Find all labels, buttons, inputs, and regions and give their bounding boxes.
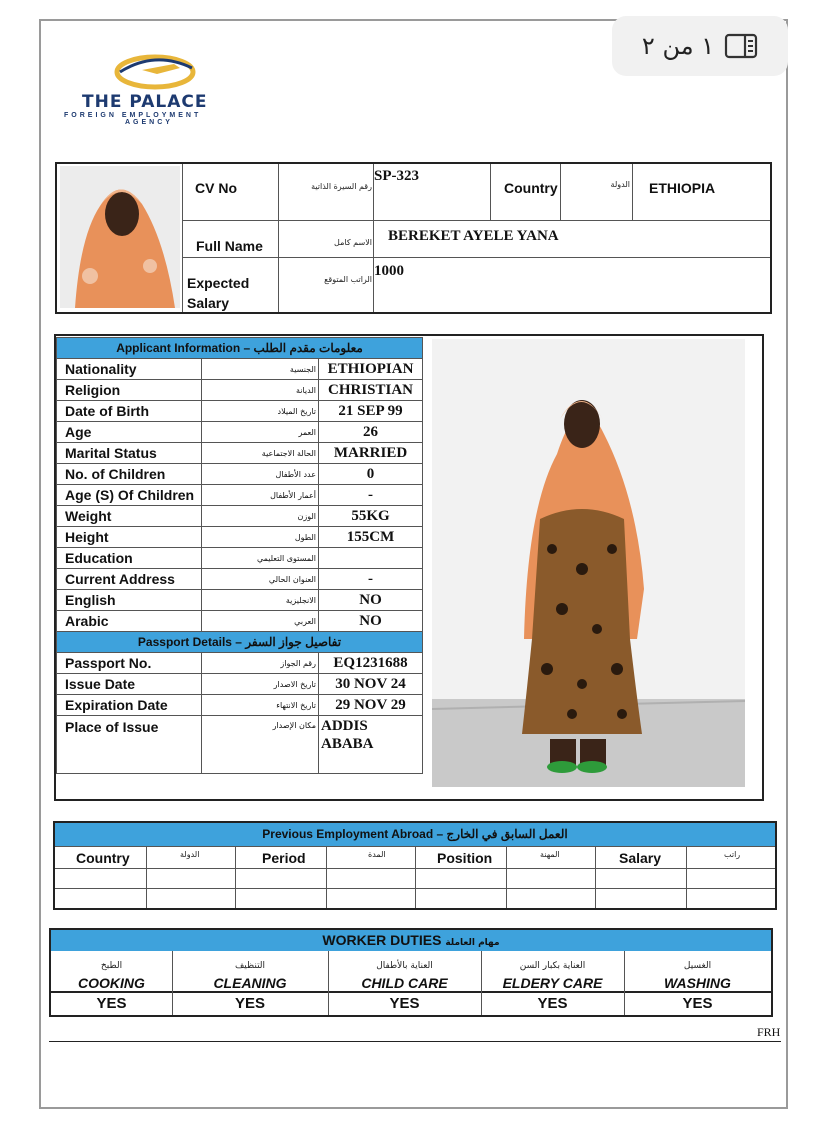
duty-label: WASHING — [664, 975, 731, 991]
duty-arabic: العناية بكبار السن — [519, 961, 586, 971]
portrait-photo — [60, 166, 180, 308]
passport-field-arabic: تاريخ الانتهاء — [202, 695, 319, 716]
cv-no-value: SP-323 — [374, 168, 419, 184]
passport-field-arabic: تاريخ الاصدار — [202, 674, 319, 695]
table-row — [57, 380, 423, 401]
applicant-field-label: No. of Children — [57, 464, 202, 485]
page-count: ١ من ٢ — [641, 32, 715, 60]
table-row — [57, 569, 423, 590]
duty-value: YES — [234, 995, 265, 1012]
applicant-field-value: 21 SEP 99 — [319, 401, 423, 422]
applicant-field-label: Age (S) Of Children — [57, 485, 202, 506]
applicant-field-value: - — [319, 569, 423, 590]
salary-arabic: الراتب المتوقع — [324, 275, 372, 284]
logo-subtitle-agency: AGENCY — [125, 119, 173, 126]
applicant-field-value: 26 — [319, 422, 423, 443]
page-indicator[interactable] — [612, 16, 788, 76]
applicant-field-value: NO — [319, 590, 423, 611]
duty-value: YES — [537, 995, 568, 1012]
duty-label: CHILD CARE — [361, 975, 448, 991]
duty-arabic: التنظيف — [234, 961, 266, 971]
table-row — [57, 716, 423, 774]
place-of-issue-value-2: ABABA — [321, 736, 374, 752]
duty-item — [481, 953, 624, 1015]
duties-section-title — [51, 930, 771, 951]
applicant-field-label: Age — [57, 422, 202, 443]
employment-section-title: Previous Employment Abroad – العمل السابق في الخارج — [55, 823, 775, 846]
applicant-field-arabic: الحالة الاجتماعية — [202, 443, 319, 464]
table-row — [57, 359, 423, 380]
duties-title-arabic: مهام العاملة — [445, 938, 500, 948]
applicant-field-label: Current Address — [57, 569, 202, 590]
applicant-field-value — [319, 548, 423, 569]
duty-value: YES — [96, 995, 127, 1012]
applicant-field-arabic: المستوى التعليمي — [202, 548, 319, 569]
table-row — [57, 485, 423, 506]
applicant-field-value: NO — [319, 611, 423, 632]
full-name-value: BEREKET AYELE YANA — [388, 228, 559, 244]
salary-value: 1000 — [374, 263, 404, 279]
table-row — [57, 590, 423, 611]
applicant-field-label: Marital Status — [57, 443, 202, 464]
applicant-field-arabic: تاريخ الميلاد — [202, 401, 319, 422]
applicant-section-title: Applicant Information – معلومات مقدم الطلب — [57, 338, 423, 359]
applicant-field-arabic: الطول — [202, 527, 319, 548]
duty-item — [328, 953, 481, 1015]
passport-field-label: Issue Date — [57, 674, 202, 695]
applicant-field-arabic: عدد الأطفال — [202, 464, 319, 485]
applicant-field-label: Height — [57, 527, 202, 548]
table-row — [57, 506, 423, 527]
employment-country-arabic: الدولة — [180, 850, 200, 859]
place-of-issue-value-1: ADDIS — [321, 718, 368, 734]
applicant-field-arabic: الوزن — [202, 506, 319, 527]
table-row — [57, 653, 423, 674]
logo-subtitle: FOREIGN EMPLOYMENT — [64, 112, 202, 119]
passport-field-label: Passport No. — [57, 653, 202, 674]
applicant-table — [56, 337, 423, 774]
passport-field-label: Expiration Date — [57, 695, 202, 716]
table-row — [57, 548, 423, 569]
applicant-field-value: 55KG — [319, 506, 423, 527]
applicant-field-arabic: الجنسية — [202, 359, 319, 380]
cv-no-label: CV No — [195, 180, 237, 196]
passport-field-arabic: رقم الجواز — [202, 653, 319, 674]
employment-country-header: Country — [76, 850, 130, 866]
cv-no-arabic: رقم السيرة الذاتية — [311, 182, 372, 191]
place-of-issue-arabic: مكان الإصدار — [202, 716, 319, 774]
applicant-field-arabic: العربي — [202, 611, 319, 632]
table-row — [57, 401, 423, 422]
applicant-field-label: Weight — [57, 506, 202, 527]
duty-value: YES — [682, 995, 713, 1012]
employment-salary-arabic: راتب — [724, 850, 741, 859]
duty-item — [624, 953, 771, 1015]
table-row — [57, 422, 423, 443]
employment-period-arabic: المدة — [368, 850, 386, 859]
applicant-field-label: Nationality — [57, 359, 202, 380]
applicant-field-label: Date of Birth — [57, 401, 202, 422]
logo-title: THE PALACE — [82, 92, 208, 112]
applicant-field-arabic: الانجليزية — [202, 590, 319, 611]
applicant-field-arabic: العنوان الحالي — [202, 569, 319, 590]
duty-label: CLEANING — [213, 975, 287, 991]
duty-arabic: العناية بالأطفال — [376, 961, 433, 971]
duty-item — [172, 953, 328, 1015]
footer-code: FRH — [757, 1025, 781, 1039]
employment-period-header: Period — [262, 850, 306, 866]
employment-position-arabic: المهنة — [540, 850, 560, 859]
duty-value: YES — [389, 995, 420, 1012]
applicant-field-arabic: أعمار الأطفال — [202, 485, 319, 506]
table-row — [57, 443, 423, 464]
applicant-field-label: Religion — [57, 380, 202, 401]
applicant-field-value: - — [319, 485, 423, 506]
table-row — [57, 674, 423, 695]
passport-field-value: 29 NOV 29 — [319, 695, 423, 716]
duties-title: WORKER DUTIES — [322, 932, 442, 948]
applicant-field-arabic: العمر — [202, 422, 319, 443]
table-row — [57, 695, 423, 716]
applicant-field-label: Education — [57, 548, 202, 569]
country-arabic: الدولة — [610, 180, 630, 189]
employment-salary-header: Salary — [619, 850, 662, 866]
employment-position-header: Position — [437, 850, 493, 866]
salary-label-line1: Expected — [187, 275, 250, 291]
table-row — [57, 527, 423, 548]
passport-field-value: EQ1231688 — [319, 653, 423, 674]
table-row — [57, 611, 423, 632]
passport-section-title: Passport Details – تفاصيل جواز السفر — [57, 632, 423, 653]
full-body-photo — [432, 339, 745, 787]
book-icon — [724, 33, 758, 59]
applicant-field-arabic: الديانة — [202, 380, 319, 401]
applicant-field-value: CHRISTIAN — [319, 380, 423, 401]
applicant-field-value: ETHIOPIAN — [319, 359, 423, 380]
table-row — [57, 464, 423, 485]
applicant-field-value: MARRIED — [319, 443, 423, 464]
duty-label: COOKING — [78, 975, 145, 991]
applicant-field-label: English — [57, 590, 202, 611]
duty-arabic: الطبخ — [100, 961, 123, 971]
duty-item — [51, 953, 172, 1015]
passport-field-value: 30 NOV 24 — [319, 674, 423, 695]
applicant-field-label: Arabic — [57, 611, 202, 632]
applicant-field-value: 155CM — [319, 527, 423, 548]
applicant-field-value: 0 — [319, 464, 423, 485]
place-of-issue-label: Place of Issue — [57, 716, 202, 774]
country-label: Country — [504, 180, 558, 196]
duty-arabic: الغسيل — [683, 961, 712, 971]
duty-label: ELDERY CARE — [502, 975, 603, 991]
full-name-label: Full Name — [196, 238, 263, 254]
full-name-arabic: الاسم كامل — [334, 238, 372, 247]
country-value: ETHIOPIA — [649, 180, 716, 196]
salary-label-line2: Salary — [187, 295, 230, 311]
